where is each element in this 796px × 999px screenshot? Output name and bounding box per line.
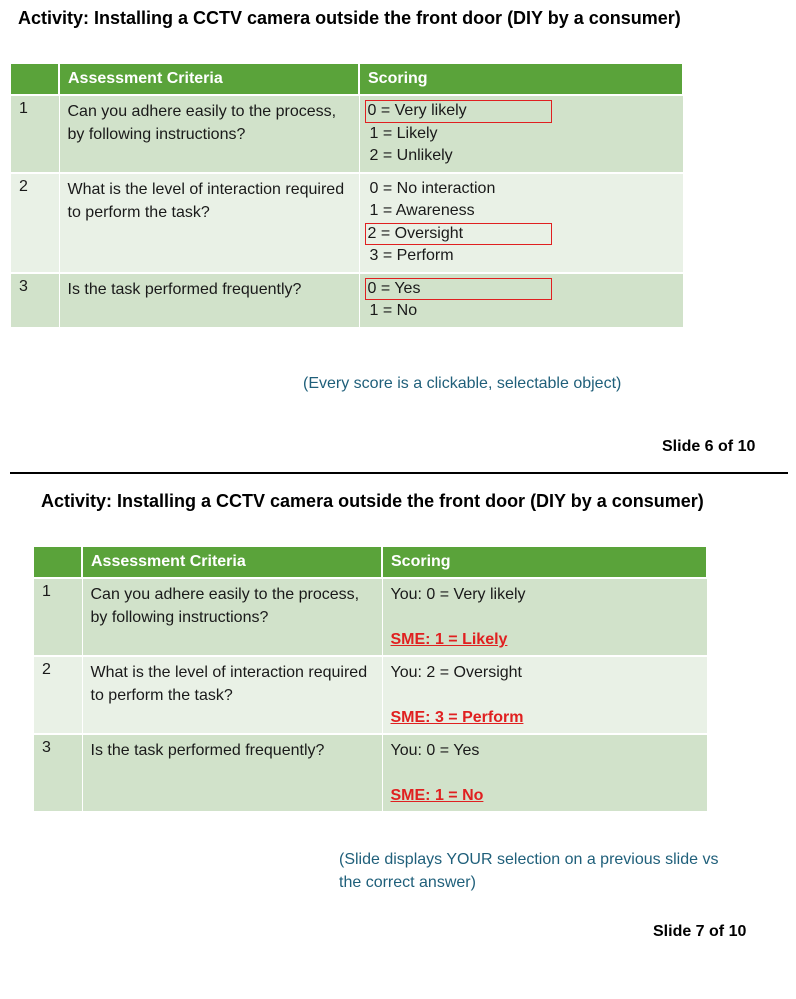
score-option[interactable]: 0 = No interaction [369,179,496,197]
slide6-note: (Every score is a clickable, selectable object) [303,375,622,392]
criteria-question: What is the level of interaction required to perform the task? [59,173,359,273]
slide7-note: (Slide displays YOUR selection on a previous slide vs the correct answer) [339,851,719,891]
row-number: 3 [11,273,59,328]
sme-answer: SME: 1 = No [390,787,484,804]
column-header-number [11,64,59,95]
slide7-number: Slide 7 of 10 [653,923,747,940]
slide6-title: Activity: Installing a CCTV camera outside the front door (DIY by a consumer) [18,8,681,28]
column-header-criteria: Assessment Criteria [59,64,359,95]
sme-answer: SME: 1 = Likely [390,631,508,648]
criteria-question: Can you adhere easily to the process, by following instructions? [82,578,382,656]
slide-divider [10,472,788,474]
criteria-question: What is the level of interaction required to perform the task? [82,656,382,734]
table-row [11,95,683,173]
table-row [11,273,683,328]
score-option[interactable]: 2 = Unlikely [369,147,453,164]
column-header-scoring: Scoring [382,547,707,578]
table-row [34,734,707,812]
row-number: 2 [34,656,82,734]
criteria-question: Is the task performed frequently? [82,734,382,812]
criteria-question: Can you adhere easily to the process, by following instructions? [59,95,359,173]
table-row [34,578,707,656]
slide7-assessment-table [34,547,708,813]
score-option[interactable]: 1 = Awareness [369,202,475,219]
your-answer: You: 0 = Very likely [390,586,526,603]
row-number: 1 [34,578,82,656]
slide6-assessment-table [11,64,684,329]
scoring-options [359,273,683,328]
score-option[interactable]: 1 = No [369,302,418,319]
scoring-options [359,95,683,173]
scoring-comparison [382,578,707,656]
scoring-comparison [382,656,707,734]
score-option-selected[interactable]: 2 = Oversight [365,223,552,246]
row-number: 1 [11,95,59,173]
score-option[interactable]: 3 = Perform [369,247,454,264]
column-header-number [34,547,82,578]
your-answer: You: 0 = Yes [390,742,480,759]
slide7-title: Activity: Installing a CCTV camera outside the front door (DIY by a consumer) [41,491,704,511]
criteria-question: Is the task performed frequently? [59,273,359,328]
column-header-scoring: Scoring [359,64,683,95]
score-option-selected[interactable]: 0 = Yes [365,278,552,301]
scoring-options [359,173,683,273]
table-row [34,656,707,734]
slide6-number: Slide 6 of 10 [662,438,756,455]
your-answer: You: 2 = Oversight [390,664,522,681]
row-number: 3 [34,734,82,812]
row-number: 2 [11,173,59,273]
score-option[interactable]: 1 = Likely [369,124,438,142]
scoring-comparison [382,734,707,812]
score-option-selected[interactable]: 0 = Very likely [365,100,552,123]
sme-answer: SME: 3 = Perform [390,709,524,726]
table-row [11,173,683,273]
column-header-criteria: Assessment Criteria [82,547,382,578]
